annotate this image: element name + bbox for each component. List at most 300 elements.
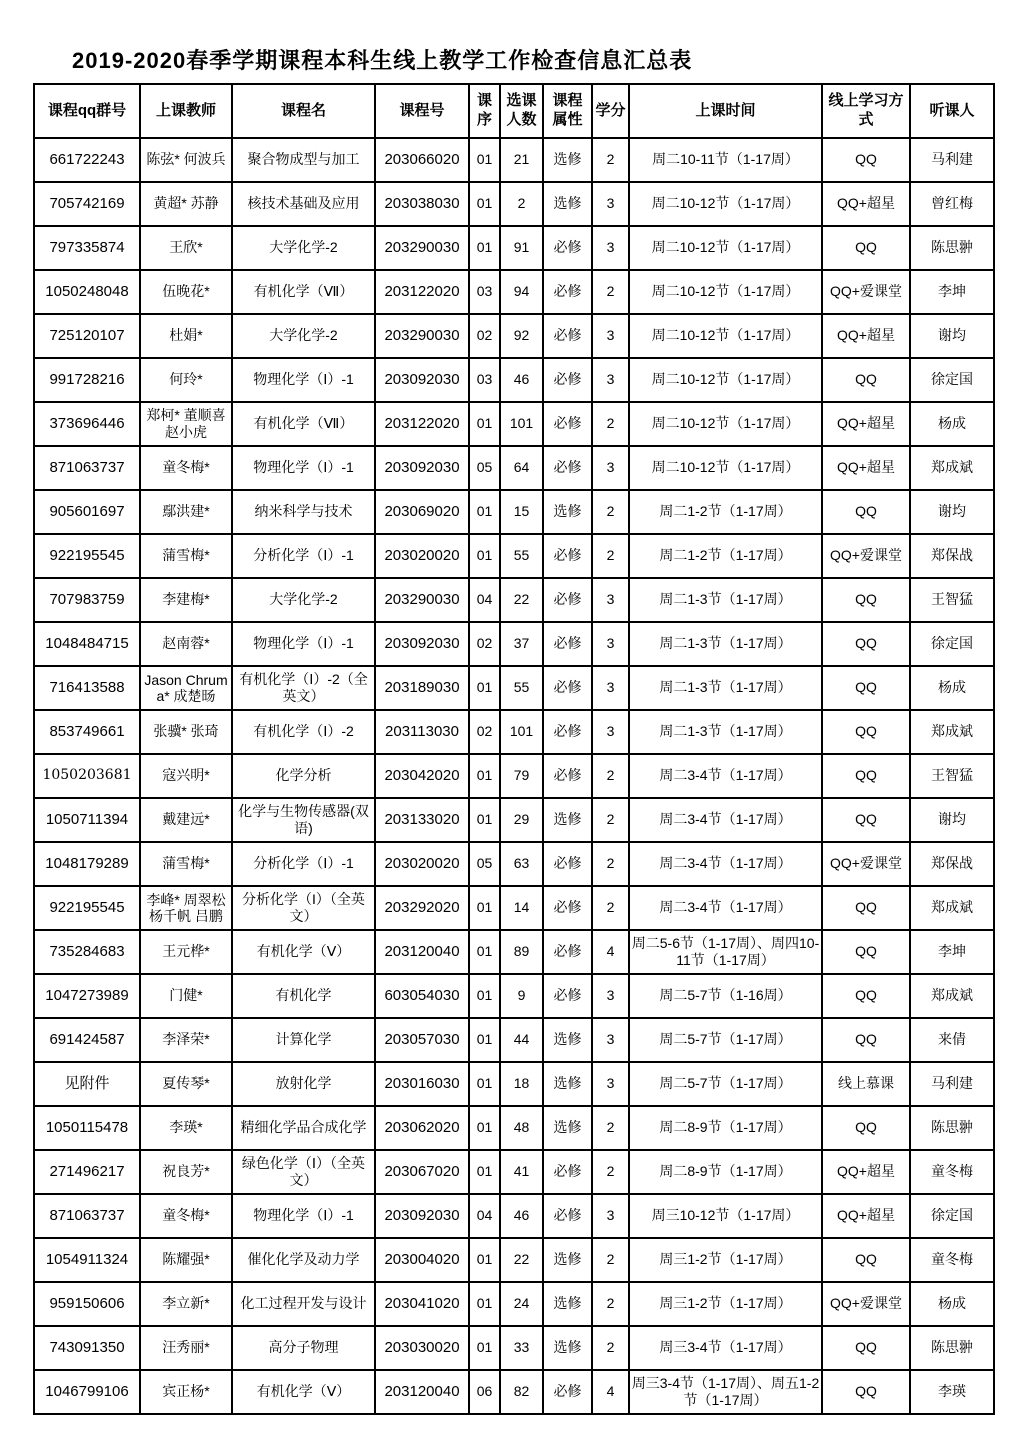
cell-seq: 03 [469, 358, 500, 402]
cell-time: 周二1-3节（1-17周） [629, 666, 822, 710]
cell-course: 催化化学及动力学 [232, 1238, 375, 1282]
cell-course: 有机化学（Ⅰ）-2（全英文） [232, 666, 375, 710]
course-table [33, 83, 995, 1415]
cell-qq: 905601697 [34, 490, 140, 534]
cell-listener: 郑成斌 [910, 974, 994, 1018]
cell-qq: 1048179289 [34, 842, 140, 886]
cell-time: 周二1-2节（1-17周） [629, 534, 822, 578]
cell-attr: 必修 [543, 842, 592, 886]
cell-enroll: 94 [500, 270, 543, 314]
cell-listener: 马利建 [910, 138, 994, 182]
cell-time: 周二3-4节（1-17周） [629, 754, 822, 798]
cell-attr: 必修 [543, 886, 592, 930]
cell-course_no: 203113030 [375, 710, 469, 754]
table-row [34, 182, 994, 226]
cell-course: 计算化学 [232, 1018, 375, 1062]
cell-attr: 选修 [543, 1238, 592, 1282]
cell-method: QQ [822, 1018, 910, 1062]
cell-course_no: 203041020 [375, 1282, 469, 1326]
table-row [34, 1282, 994, 1326]
table-row [34, 490, 994, 534]
cell-teacher: 伍晚花* [140, 270, 232, 314]
cell-seq: 01 [469, 974, 500, 1018]
cell-time: 周二3-4节（1-17周） [629, 886, 822, 930]
cell-credit: 3 [592, 314, 629, 358]
cell-listener: 王智猛 [910, 578, 994, 622]
cell-listener: 来倩 [910, 1018, 994, 1062]
cell-teacher: 李泽荣* [140, 1018, 232, 1062]
cell-qq: 1047273989 [34, 974, 140, 1018]
cell-teacher: Jason Chruma* 成楚旸 [140, 666, 232, 710]
cell-qq: 373696446 [34, 402, 140, 446]
cell-method: QQ [822, 666, 910, 710]
cell-credit: 3 [592, 622, 629, 666]
cell-seq: 01 [469, 930, 500, 974]
cell-teacher: 王欣* [140, 226, 232, 270]
cell-course_no: 603054030 [375, 974, 469, 1018]
cell-attr: 选修 [543, 490, 592, 534]
cell-qq: 705742169 [34, 182, 140, 226]
cell-course: 纳米科学与技术 [232, 490, 375, 534]
cell-course: 分析化学（Ⅰ）-1 [232, 842, 375, 886]
cell-method: QQ [822, 886, 910, 930]
table-row [34, 622, 994, 666]
column-header-method: 线上学习方式 [822, 84, 910, 138]
cell-attr: 必修 [543, 446, 592, 490]
cell-method: QQ [822, 974, 910, 1018]
cell-course_no: 203066020 [375, 138, 469, 182]
column-header-course: 课程名 [232, 84, 375, 138]
cell-course_no: 203120040 [375, 930, 469, 974]
cell-enroll: 89 [500, 930, 543, 974]
cell-seq: 03 [469, 270, 500, 314]
table-row [34, 358, 994, 402]
cell-time: 周二1-2节（1-17周） [629, 490, 822, 534]
table-row [34, 226, 994, 270]
cell-course_no: 203092030 [375, 622, 469, 666]
course-table-body [34, 138, 994, 1414]
cell-listener: 郑成斌 [910, 446, 994, 490]
cell-qq: 1050203681 [34, 754, 140, 798]
cell-qq: 716413588 [34, 666, 140, 710]
cell-time: 周二8-9节（1-17周） [629, 1106, 822, 1150]
cell-method: QQ+爱课堂 [822, 1282, 910, 1326]
table-row [34, 270, 994, 314]
cell-teacher: 蒲雪梅* [140, 842, 232, 886]
cell-course_no: 203122020 [375, 270, 469, 314]
column-header-qq-group: 课程qq群号 [34, 84, 140, 138]
table-row [34, 842, 994, 886]
cell-listener: 谢均 [910, 798, 994, 842]
cell-attr: 必修 [543, 402, 592, 446]
cell-time: 周二1-3节（1-17周） [629, 710, 822, 754]
cell-course: 高分子物理 [232, 1326, 375, 1370]
cell-method: QQ+爱课堂 [822, 534, 910, 578]
cell-listener: 郑成斌 [910, 886, 994, 930]
cell-method: QQ [822, 1238, 910, 1282]
cell-course_no: 203290030 [375, 314, 469, 358]
cell-teacher: 宾正杨* [140, 1370, 232, 1414]
cell-seq: 01 [469, 490, 500, 534]
cell-qq: 271496217 [34, 1150, 140, 1194]
cell-listener: 郑保战 [910, 534, 994, 578]
cell-enroll: 41 [500, 1150, 543, 1194]
cell-method: QQ+超星 [822, 446, 910, 490]
table-row [34, 1194, 994, 1238]
cell-qq: 725120107 [34, 314, 140, 358]
cell-seq: 01 [469, 402, 500, 446]
cell-listener: 谢均 [910, 490, 994, 534]
cell-course: 大学化学-2 [232, 578, 375, 622]
cell-attr: 必修 [543, 270, 592, 314]
cell-time: 周二10-12节（1-17周） [629, 358, 822, 402]
cell-seq: 05 [469, 842, 500, 886]
cell-qq: 1050711394 [34, 798, 140, 842]
cell-credit: 3 [592, 578, 629, 622]
cell-course: 放射化学 [232, 1062, 375, 1106]
cell-qq: 871063737 [34, 1194, 140, 1238]
cell-time: 周二8-9节（1-17周） [629, 1150, 822, 1194]
cell-credit: 3 [592, 446, 629, 490]
cell-course_no: 203030020 [375, 1326, 469, 1370]
cell-enroll: 9 [500, 974, 543, 1018]
cell-enroll: 15 [500, 490, 543, 534]
cell-course_no: 203020020 [375, 842, 469, 886]
cell-attr: 必修 [543, 974, 592, 1018]
cell-attr: 必修 [543, 314, 592, 358]
cell-time: 周二10-12节（1-17周） [629, 446, 822, 490]
cell-course_no: 203057030 [375, 1018, 469, 1062]
cell-teacher: 杜娟* [140, 314, 232, 358]
cell-time: 周二10-12节（1-17周） [629, 182, 822, 226]
cell-attr: 选修 [543, 798, 592, 842]
table-row [34, 1062, 994, 1106]
cell-enroll: 33 [500, 1326, 543, 1370]
cell-teacher: 童冬梅* [140, 446, 232, 490]
cell-listener: 杨成 [910, 1282, 994, 1326]
cell-attr: 必修 [543, 534, 592, 578]
cell-listener: 杨成 [910, 666, 994, 710]
cell-teacher: 夏传琴* [140, 1062, 232, 1106]
cell-method: QQ+爱课堂 [822, 270, 910, 314]
cell-teacher: 郑柯* 董顺喜 赵小虎 [140, 402, 232, 446]
page-title: 2019-2020春季学期课程本科生线上教学工作检查信息汇总表 [72, 48, 693, 73]
cell-course: 物理化学（Ⅰ）-1 [232, 358, 375, 402]
cell-teacher: 赵南蓉* [140, 622, 232, 666]
cell-time: 周二5-7节（1-16周） [629, 974, 822, 1018]
table-row [34, 1106, 994, 1150]
cell-teacher: 陈弦* 何波兵 [140, 138, 232, 182]
cell-listener: 郑保战 [910, 842, 994, 886]
table-row [34, 666, 994, 710]
cell-time: 周二10-12节（1-17周） [629, 402, 822, 446]
table-header [34, 84, 994, 138]
cell-teacher: 蒲雪梅* [140, 534, 232, 578]
cell-course_no: 203092030 [375, 446, 469, 490]
cell-attr: 选修 [543, 1062, 592, 1106]
cell-enroll: 82 [500, 1370, 543, 1414]
cell-teacher: 童冬梅* [140, 1194, 232, 1238]
cell-course_no: 203290030 [375, 226, 469, 270]
cell-time: 周二3-4节（1-17周） [629, 842, 822, 886]
cell-credit: 3 [592, 358, 629, 402]
cell-qq: 691424587 [34, 1018, 140, 1062]
cell-credit: 2 [592, 886, 629, 930]
cell-course_no: 203292020 [375, 886, 469, 930]
cell-enroll: 55 [500, 534, 543, 578]
cell-enroll: 29 [500, 798, 543, 842]
cell-seq: 04 [469, 578, 500, 622]
cell-listener: 陈思翀 [910, 1326, 994, 1370]
cell-course: 核技术基础及应用 [232, 182, 375, 226]
table-row [34, 446, 994, 490]
cell-credit: 3 [592, 1018, 629, 1062]
cell-teacher: 戴建远* [140, 798, 232, 842]
cell-course: 有机化学（Ⅴ） [232, 930, 375, 974]
cell-time: 周三10-12节（1-17周） [629, 1194, 822, 1238]
cell-method: QQ+超星 [822, 402, 910, 446]
cell-attr: 必修 [543, 622, 592, 666]
table-row [34, 1018, 994, 1062]
cell-listener: 徐定国 [910, 1194, 994, 1238]
cell-enroll: 2 [500, 182, 543, 226]
cell-attr: 必修 [543, 578, 592, 622]
cell-course: 有机化学（Ⅴ） [232, 1370, 375, 1414]
cell-credit: 2 [592, 842, 629, 886]
cell-teacher: 寇兴明* [140, 754, 232, 798]
cell-credit: 3 [592, 182, 629, 226]
cell-method: QQ [822, 358, 910, 402]
cell-listener: 童冬梅 [910, 1150, 994, 1194]
cell-enroll: 63 [500, 842, 543, 886]
table-row [34, 1326, 994, 1370]
cell-enroll: 22 [500, 1238, 543, 1282]
cell-qq: 661722243 [34, 138, 140, 182]
cell-time: 周二1-3节（1-17周） [629, 622, 822, 666]
table-row [34, 974, 994, 1018]
table-row [34, 754, 994, 798]
cell-attr: 必修 [543, 226, 592, 270]
cell-seq: 01 [469, 666, 500, 710]
cell-method: QQ [822, 226, 910, 270]
cell-method: QQ+超星 [822, 182, 910, 226]
cell-teacher: 陈耀强* [140, 1238, 232, 1282]
cell-seq: 01 [469, 1150, 500, 1194]
cell-enroll: 18 [500, 1062, 543, 1106]
column-header-listener: 听课人 [910, 84, 994, 138]
table-row [34, 138, 994, 182]
cell-course: 化学与生物传感器(双语) [232, 798, 375, 842]
cell-credit: 2 [592, 754, 629, 798]
cell-course_no: 203092030 [375, 358, 469, 402]
cell-course: 大学化学-2 [232, 314, 375, 358]
cell-enroll: 14 [500, 886, 543, 930]
cell-credit: 2 [592, 1150, 629, 1194]
cell-teacher: 何玲* [140, 358, 232, 402]
cell-enroll: 101 [500, 710, 543, 754]
cell-teacher: 黄超* 苏静 [140, 182, 232, 226]
cell-course_no: 203290030 [375, 578, 469, 622]
cell-qq: 922195545 [34, 534, 140, 578]
cell-time: 周二5-7节（1-17周） [629, 1062, 822, 1106]
cell-credit: 2 [592, 270, 629, 314]
cell-seq: 01 [469, 1282, 500, 1326]
cell-enroll: 21 [500, 138, 543, 182]
cell-course: 化工过程开发与设计 [232, 1282, 375, 1326]
cell-attr: 选修 [543, 138, 592, 182]
cell-course_no: 203067020 [375, 1150, 469, 1194]
table-row [34, 402, 994, 446]
cell-course: 绿色化学（Ⅰ）（全英文） [232, 1150, 375, 1194]
table-row [34, 1238, 994, 1282]
cell-time: 周三3-4节（1-17周） [629, 1326, 822, 1370]
cell-enroll: 101 [500, 402, 543, 446]
cell-course: 有机化学（Ⅶ） [232, 270, 375, 314]
cell-qq: 922195545 [34, 886, 140, 930]
cell-credit: 3 [592, 974, 629, 1018]
cell-course_no: 203069020 [375, 490, 469, 534]
cell-time: 周二10-11节（1-17周） [629, 138, 822, 182]
cell-qq: 707983759 [34, 578, 140, 622]
table-row [34, 1150, 994, 1194]
cell-course: 大学化学-2 [232, 226, 375, 270]
cell-credit: 2 [592, 1238, 629, 1282]
cell-qq: 959150606 [34, 1282, 140, 1326]
cell-listener: 徐定国 [910, 622, 994, 666]
cell-qq: 853749661 [34, 710, 140, 754]
cell-method: QQ [822, 490, 910, 534]
cell-method: QQ [822, 1370, 910, 1414]
cell-credit: 2 [592, 490, 629, 534]
cell-seq: 01 [469, 534, 500, 578]
cell-course_no: 203038030 [375, 182, 469, 226]
cell-teacher: 汪秀丽* [140, 1326, 232, 1370]
cell-seq: 05 [469, 446, 500, 490]
cell-qq: 1054911324 [34, 1238, 140, 1282]
cell-method: QQ [822, 930, 910, 974]
cell-time: 周三1-2节（1-17周） [629, 1282, 822, 1326]
cell-qq: 见附件 [34, 1062, 140, 1106]
cell-method: QQ+爱课堂 [822, 842, 910, 886]
cell-qq: 1048484715 [34, 622, 140, 666]
cell-listener: 李瑛 [910, 1370, 994, 1414]
table-row [34, 1370, 994, 1414]
cell-seq: 01 [469, 182, 500, 226]
column-header-enroll: 选课人数 [500, 84, 543, 138]
cell-listener: 郑成斌 [910, 710, 994, 754]
cell-course: 有机化学（Ⅶ） [232, 402, 375, 446]
cell-attr: 必修 [543, 1370, 592, 1414]
cell-teacher: 鄢洪建* [140, 490, 232, 534]
cell-attr: 选修 [543, 182, 592, 226]
cell-seq: 01 [469, 798, 500, 842]
cell-qq: 1050248048 [34, 270, 140, 314]
cell-credit: 2 [592, 138, 629, 182]
cell-listener: 曾红梅 [910, 182, 994, 226]
cell-method: 线上慕课 [822, 1062, 910, 1106]
cell-attr: 必修 [543, 754, 592, 798]
column-header-attr: 课程属性 [543, 84, 592, 138]
cell-time: 周二10-12节（1-17周） [629, 314, 822, 358]
table-row [34, 930, 994, 974]
cell-qq: 743091350 [34, 1326, 140, 1370]
table-row [34, 314, 994, 358]
cell-method: QQ [822, 754, 910, 798]
cell-course_no: 203062020 [375, 1106, 469, 1150]
cell-time: 周二10-12节（1-17周） [629, 226, 822, 270]
cell-course_no: 203122020 [375, 402, 469, 446]
cell-attr: 选修 [543, 1282, 592, 1326]
cell-seq: 01 [469, 886, 500, 930]
cell-credit: 3 [592, 1062, 629, 1106]
cell-listener: 王智猛 [910, 754, 994, 798]
cell-teacher: 李峰* 周翠松 杨千帆 吕鹏 [140, 886, 232, 930]
cell-enroll: 92 [500, 314, 543, 358]
cell-credit: 3 [592, 226, 629, 270]
header-row [34, 84, 994, 138]
cell-listener: 杨成 [910, 402, 994, 446]
column-header-seq: 课序 [469, 84, 500, 138]
cell-seq: 01 [469, 1018, 500, 1062]
cell-time: 周二5-6节（1-17周）、周四10-11节（1-17周） [629, 930, 822, 974]
cell-enroll: 44 [500, 1018, 543, 1062]
cell-course: 分析化学（Ⅰ）-1 [232, 534, 375, 578]
cell-seq: 02 [469, 314, 500, 358]
cell-qq: 1046799106 [34, 1370, 140, 1414]
cell-time: 周二5-7节（1-17周） [629, 1018, 822, 1062]
cell-enroll: 24 [500, 1282, 543, 1326]
cell-seq: 04 [469, 1194, 500, 1238]
cell-attr: 必修 [543, 666, 592, 710]
cell-enroll: 22 [500, 578, 543, 622]
cell-credit: 2 [592, 798, 629, 842]
cell-seq: 01 [469, 226, 500, 270]
cell-attr: 必修 [543, 1150, 592, 1194]
cell-credit: 2 [592, 1326, 629, 1370]
cell-seq: 01 [469, 1238, 500, 1282]
cell-method: QQ [822, 1326, 910, 1370]
cell-course_no: 203133020 [375, 798, 469, 842]
cell-course_no: 203016030 [375, 1062, 469, 1106]
cell-enroll: 55 [500, 666, 543, 710]
cell-course_no: 203042020 [375, 754, 469, 798]
cell-listener: 李坤 [910, 270, 994, 314]
cell-listener: 童冬梅 [910, 1238, 994, 1282]
cell-attr: 必修 [543, 710, 592, 754]
cell-enroll: 91 [500, 226, 543, 270]
cell-time: 周三1-2节（1-17周） [629, 1238, 822, 1282]
cell-time: 周二10-12节（1-17周） [629, 270, 822, 314]
cell-method: QQ+超星 [822, 1150, 910, 1194]
cell-method: QQ [822, 622, 910, 666]
cell-method: QQ [822, 1106, 910, 1150]
cell-method: QQ+超星 [822, 1194, 910, 1238]
cell-qq: 735284683 [34, 930, 140, 974]
cell-seq: 02 [469, 622, 500, 666]
cell-qq: 797335874 [34, 226, 140, 270]
cell-listener: 陈思翀 [910, 1106, 994, 1150]
cell-course_no: 203120040 [375, 1370, 469, 1414]
cell-method: QQ [822, 578, 910, 622]
cell-seq: 01 [469, 138, 500, 182]
cell-time: 周二3-4节（1-17周） [629, 798, 822, 842]
cell-time: 周三3-4节（1-17周）、周五1-2节（1-17周） [629, 1370, 822, 1414]
cell-credit: 2 [592, 1106, 629, 1150]
cell-teacher: 祝良芳* [140, 1150, 232, 1194]
cell-attr: 必修 [543, 930, 592, 974]
column-header-course-no: 课程号 [375, 84, 469, 138]
cell-course: 分析化学（I）（全英文） [232, 886, 375, 930]
